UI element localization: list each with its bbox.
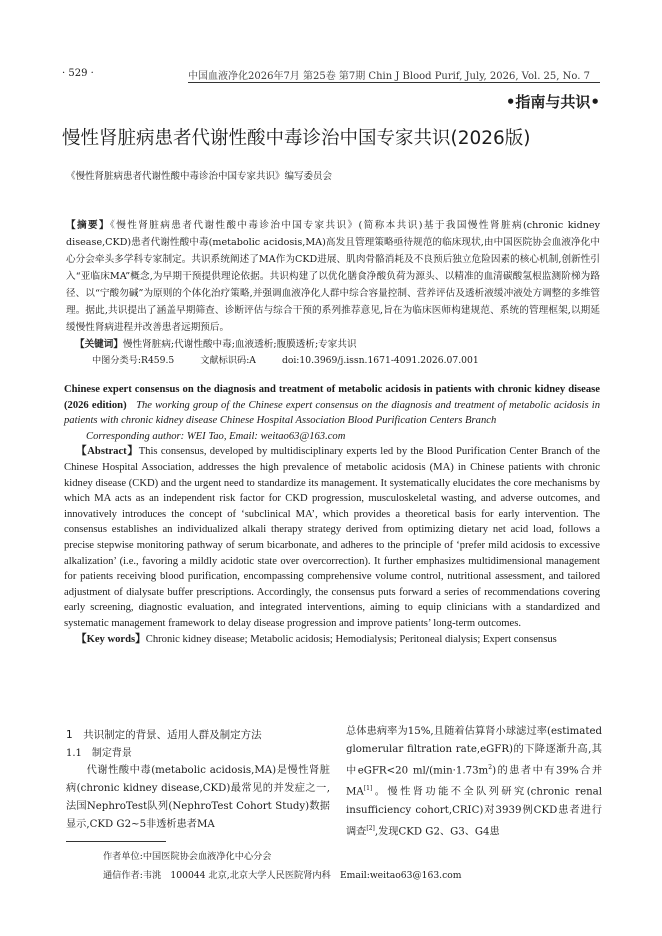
en-authors: The working group of the Chinese expert consensus on the diagnosis and treatment of metabolic acidosis in patients with chronic kidney disease Chinese Hospital Association Blood Purification Centers Branch (64, 399, 600, 427)
body-left-column (66, 762, 330, 834)
classification-line (92, 352, 505, 366)
clc-number: 中图分类号:R459.5 (92, 355, 175, 366)
cn-keywords (75, 336, 595, 350)
cn-abstract (66, 217, 600, 336)
header-rule (188, 82, 600, 83)
right-column-text-c: 。慢性肾功能不全队列研究(chronic renal insufficiency cohort,CRIC)对3939例CKD患者进行调查 (346, 786, 602, 838)
reference-1: [1] (363, 785, 373, 793)
section-heading-1: 1 共识制定的背景、适用人群及制定方法 (66, 729, 262, 741)
section-tag: •指南与共识• (505, 93, 600, 111)
en-corresponding: Corresponding author: WEI Tao, Email: weitao63@163.com (86, 430, 346, 442)
doi: doi:10.3969/j.issn.1671-4091.2026.07.001 (281, 355, 479, 366)
english-abstract-block (64, 382, 600, 647)
footnote-rule (66, 841, 166, 842)
en-keywords-text: Chronic kidney disease; Metabolic acidosis; Hemodialysis; Peritoneal dialysis; Expert consensus (145, 633, 557, 645)
page-title: 慢性肾脏病患者代谢性酸中毒诊治中国专家共识(2026版) (62, 128, 531, 149)
footnote-corresponding: 通信作者:韦洮 100044 北京,北京大学人民医院肾内科 Email:weitao63@163.com (103, 870, 462, 881)
cn-keywords-text: 慢性肾脏病;代谢性酸中毒;血液透析;腹膜透析;专家共识 (122, 339, 357, 350)
cn-abstract-text: 《慢性肾脏病患者代谢性酸中毒诊治中国专家共识》(简称本共识)基于我国慢性肾脏病(chronic kidney disease,CKD)患者代谢性酸中毒(metabolic acidosis,MA)高发且管理策略亟待规范的临床现状,由中国医院协会血液净化中心分会牵头多学科专家制定。共识系统阐述了MA作为CKD进展、肌肉骨骼消耗及不良预后独立危险因素的核心机制,创新性引入“亚临床MA”概念,为早期干预提供理论依据。共识构建了以优化膳食净酸负荷为源头、以精准的血清碳酸氢根监测阶梯为路径、以“宁酸勿碱”为原则的个体化治疗策略,并强调血液净化人群中综合容量控制、营养评估及透析液缓冲液处方调整的多维管理。据此,共识提出了涵盖早期筛查、诊断评估与综合干预的系列推荐意见,旨在为临床医师构建规范、系统的管理框架,以期延缓慢性肾病进程并改善患者远期预后。 (66, 220, 601, 333)
journal-header: 中国血液净化2026年7月 第25卷 第7期 Chin J Blood Purif, July, 2026, Vol. 25, No. 7 (188, 71, 590, 82)
superscript: 2 (488, 764, 493, 771)
en-keywords-label: 【Key words】 (76, 633, 146, 645)
left-column-text: 代谢性酸中毒(metabolic acidosis,MA)是慢性肾脏病(chronic kidney disease,CKD)最常见的并发症之一,法国NephroTest队列(NephroTest Cohort Study)数据显示,CKD G2~5非透析患者MA (66, 765, 330, 830)
footnote-affiliation: 作者单位:中国医院协会血液净化中心分会 (103, 851, 272, 862)
cn-abstract-label: 【摘要】 (66, 220, 111, 231)
en-abstract-text: This consensus, developed by multidisciplinary experts led by the Blood Purification Center Branch of the Chinese Hospital Association, addresses the high prevalence of metabolic acidosis (MA) in Chinese patients with chronic kidney disease (CKD) and the urgent need to standardize its management. It systematically elucidates the core mechanisms by which MA acts as an independent risk factor for CKD progression, musculoskeletal wasting, and adverse outcomes, and innovatively introduces the concept of ‘subclinical MA’, which provides a theoretical basis for early intervention. The consensus establishes an individualized alkali therapy strategy derived from optimizing dietary net acid load, follows a precise stepwise monitoring pathway of serum bicarbonate, and adheres to the principle of ‘prefer mild acidosis to excessive alkalization’ (i.e., favoring a mildly acidotic state over overcorrection). It further emphasizes multidimensional management for patients receiving blood purification, encompassing comprehensive volume control, nutritional assessment, and tailored adjustment of dialysate buffer prescriptions. Accordingly, the consensus puts forward a series of recommendations covering early screening, diagnostic evaluation, and integrated interventions, aiming to equip clinicians with a standardized and systematic management framework to delay disease progression and improve patients’ long-term outcomes. (64, 446, 600, 629)
right-column-text-b: )的患者中有39%合并MA (346, 765, 603, 798)
en-title: Chinese expert consensus on the diagnosis and treatment of metabolic acidosis in patients with chronic kidney disease (2026 edition) (64, 384, 600, 411)
en-abstract-label: 【Abstract】 (76, 446, 139, 458)
author-line: 《慢性肾脏病患者代谢性酸中毒诊治中国专家共识》编写委员会 (66, 171, 333, 182)
reference-2: [2] (366, 824, 375, 832)
document-code: 文献标识码:A (200, 355, 256, 366)
page-number: · 529 · (62, 68, 94, 79)
cn-keywords-label: 【关键词】 (75, 339, 123, 350)
section-heading-1-1: 1.1 制定背景 (66, 748, 132, 759)
right-column-text-a: 总体患病率为15%,且随着估算肾小球滤过率(estimated glomerular filtration rate,eGFR)的下降逐渐升高,其中eGFR<20 ml/(min·1.73m (346, 726, 602, 777)
body-right-column (346, 723, 602, 841)
right-column-text-d: ,发现CKD G2、G3、G4患 (374, 826, 500, 838)
